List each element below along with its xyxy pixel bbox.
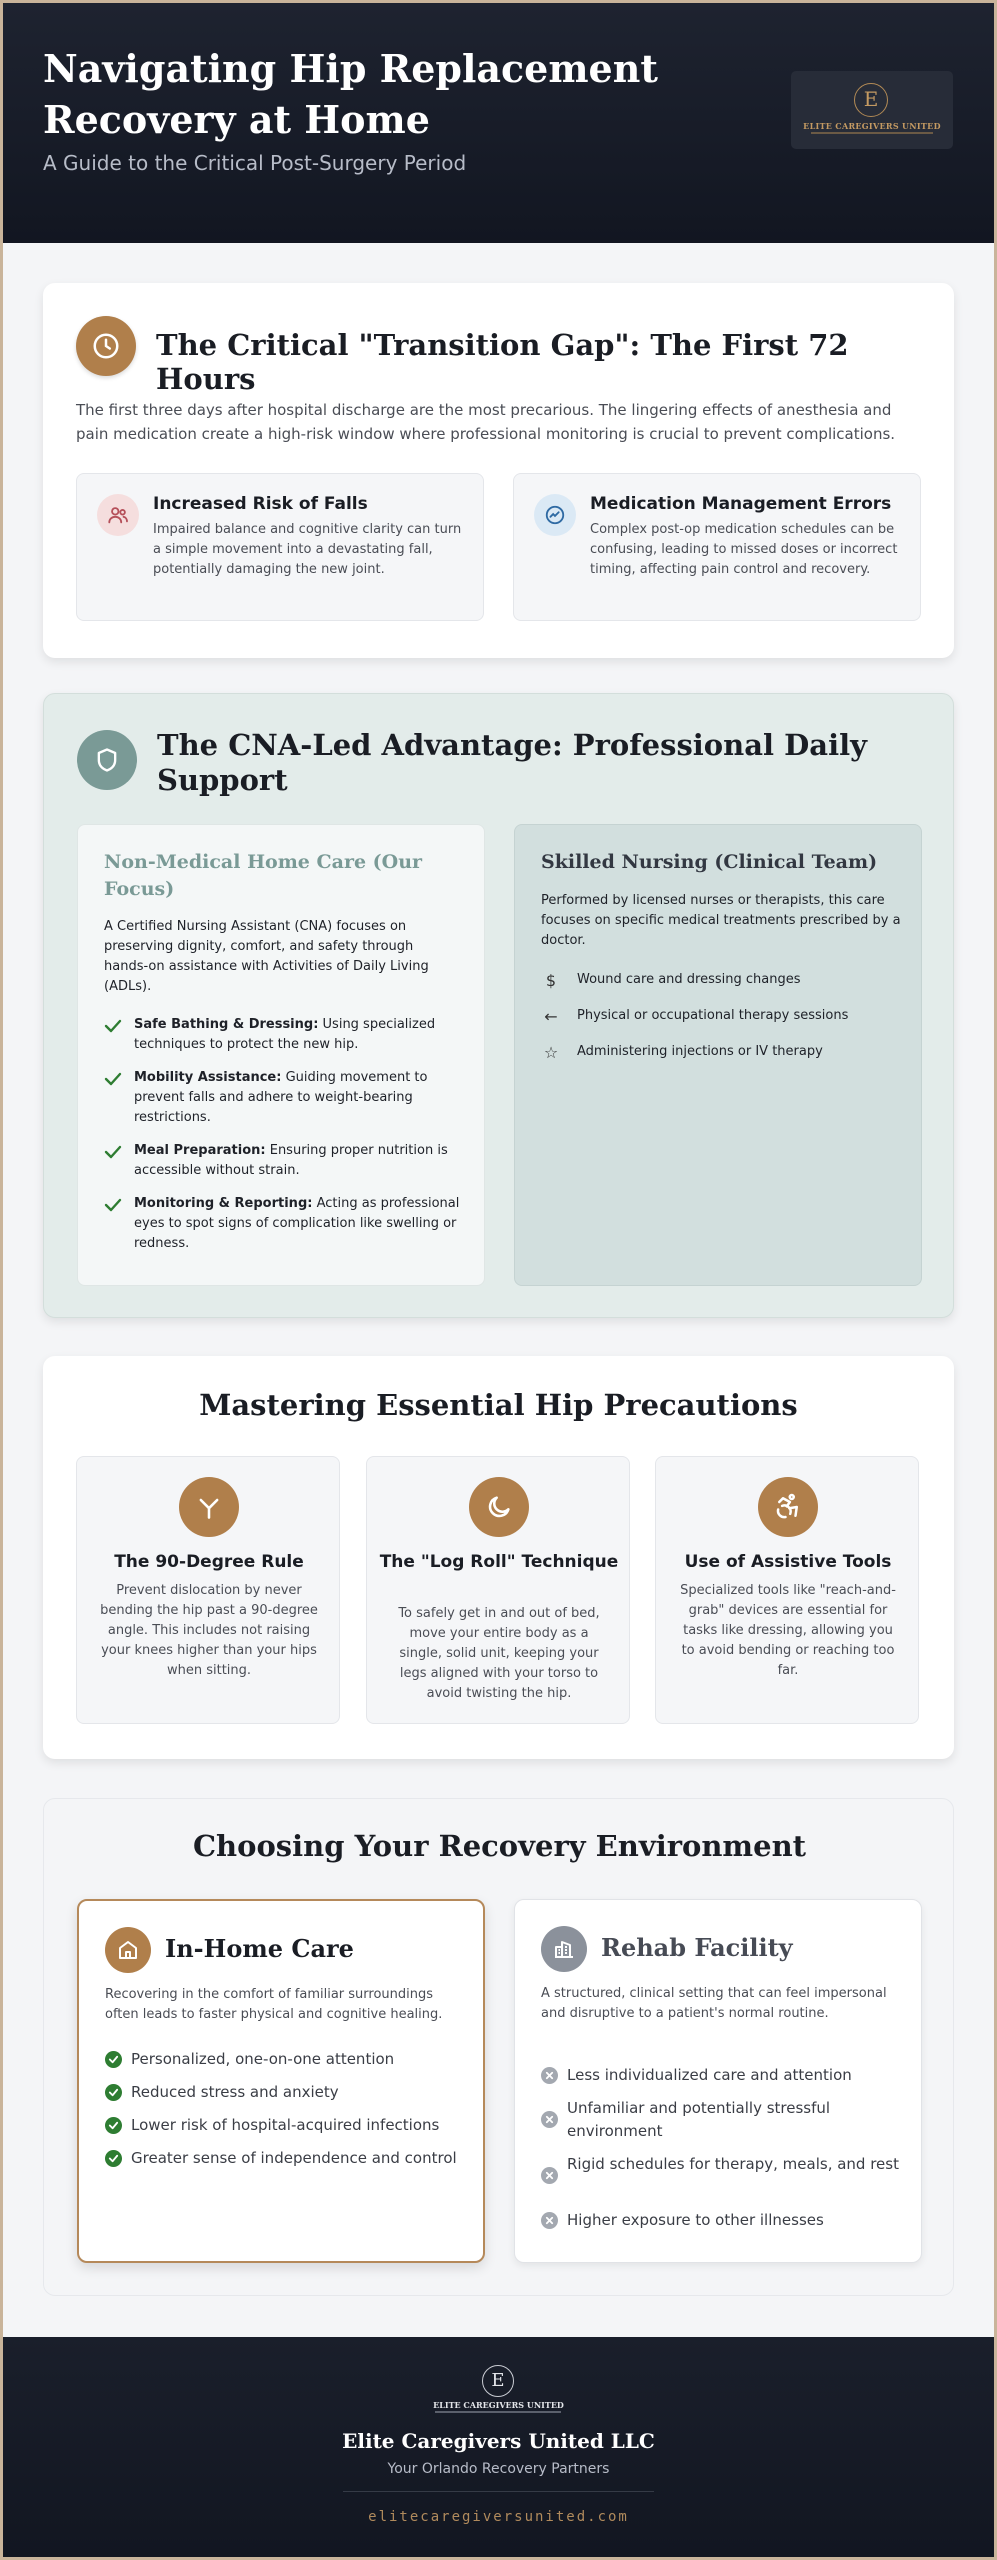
- rehab-facility-card: Rehab Facility A structured, clinical setting that can feel impersonal and disruptive to a patient's normal routine. Less individualized care and attention Unfamiliar and potentially stressful environment Rigid schedules for therapy, meals, and rest Higher exposure to other illnesses: [514, 1899, 922, 2263]
- x-circle-icon: [541, 2111, 558, 2128]
- moon-icon: [469, 1477, 529, 1537]
- building-icon: [541, 1926, 587, 1972]
- header: [3, 3, 994, 243]
- company-name: Elite Caregivers United LLC: [342, 2429, 655, 2453]
- infographic-page: [3, 3, 994, 2557]
- check-circle-icon: [105, 2051, 122, 2068]
- panel-title: Skilled Nursing (Clinical Team): [541, 851, 878, 873]
- panel-intro: Performed by licensed nurses or therapists, this care focuses on specific medical treatments prescribed by a doctor.: [541, 893, 901, 948]
- shield-icon: [77, 730, 137, 790]
- transition-gap-section: [43, 283, 954, 658]
- footer-logo-text: ELITE CAREGIVERS UNITED: [433, 2400, 564, 2410]
- list-item: ☆ Administering injections or IV therapy: [541, 1042, 901, 1064]
- card-title: In-Home Care: [165, 1934, 354, 1963]
- list-item: ← Physical or occupational therapy sessions: [541, 1006, 901, 1028]
- logo-text: ELITE CAREGIVERS UNITED: [803, 121, 941, 131]
- section-title: The Critical "Transition Gap": The First 72 Hours: [156, 328, 849, 396]
- branch-icon: [179, 1477, 239, 1537]
- arrow-left-icon: ←: [544, 1007, 558, 1026]
- logo-emblem-icon: E: [482, 2365, 514, 2397]
- x-circle-icon: [541, 2212, 558, 2229]
- check-circle-icon: [105, 2117, 122, 2134]
- panel-intro: A Certified Nursing Assistant (CNA) focuses on preserving dignity, comfort, and safety through hands-on assistance with Activities of Daily Living (ADLs).: [104, 919, 429, 994]
- check-icon: [104, 1198, 122, 1212]
- recovery-environment-section: [43, 1798, 954, 2296]
- section-body: The first three days after hospital discharge are the most precarious. The lingering effects of anesthesia and pain medication create a high-risk window where professional monitoring is crucial to prevent complications.: [76, 401, 896, 443]
- precaution-card: The "Log Roll" Technique To safely get in and out of bed, move your entire body as a single, solid unit, keeping your legs aligned with your torso to avoid twisting the hip.: [366, 1456, 630, 1724]
- risk-card-falls: [76, 473, 484, 621]
- check-circle-icon: [105, 2150, 122, 2167]
- risk-text: Impaired balance and cognitive clarity can turn a simple movement into a devastating fall, potentially damaging the new joint.: [153, 522, 462, 577]
- hip-precautions-section: [43, 1356, 954, 1759]
- users-icon: [97, 494, 139, 536]
- check-circle-icon: [105, 2084, 122, 2101]
- page-title: Navigating Hip Replacement Recovery at Home: [43, 46, 658, 142]
- home-icon: [105, 1927, 151, 1973]
- section-title: The CNA-Led Advantage: Professional Daily Support: [157, 728, 867, 797]
- x-circle-icon: [541, 2067, 558, 2084]
- cna-advantage-section: [43, 693, 954, 1318]
- page-subtitle: A Guide to the Critical Post-Surgery Period: [43, 151, 467, 175]
- check-icon: [104, 1145, 122, 1159]
- gauge-icon: [534, 494, 576, 536]
- check-icon: [104, 1019, 122, 1033]
- company-tagline: Your Orlando Recovery Partners: [387, 2461, 610, 2477]
- star-icon: ☆: [543, 1043, 559, 1062]
- logo-tagline-bar: [811, 132, 933, 134]
- footer-logo-tagline-bar: [435, 2411, 561, 2413]
- non-medical-care-panel: Non-Medical Home Care (Our Focus) A Certified Nursing Assistant (CNA) focuses on preserving dignity, comfort, and safety through hands-on assistance with Activities of Daily Living (ADLs). Safe Bathing & Dressing: Using specialized techniques to protect the new hip. Mobility Assistance: Guiding movement to prevent falls and adhere to weight-bearing restrictions. Meal Preparation: Ensuring proper nutrition is accessible without strain. Monitoring & Reporting: Acting as professional eyes to spot signs of complication like swelling or redness.: [77, 824, 485, 1286]
- list-item: $ Wound care and dressing changes: [541, 970, 901, 992]
- footer-divider: [343, 2491, 654, 2492]
- risk-text: Complex post-op medication schedules can be confusing, leading to missed doses or incorrect timing, affecting pain control and recovery.: [590, 522, 898, 577]
- dollar-icon: $: [545, 971, 557, 990]
- card-text: Recovering in the comfort of familiar surroundings often leads to faster physical and cognitive healing.: [105, 1987, 443, 2022]
- risk-card-medication: [513, 473, 921, 621]
- risk-title: Medication Management Errors: [590, 494, 892, 514]
- check-icon: [104, 1072, 122, 1086]
- x-circle-icon: [541, 2167, 558, 2184]
- brand-logo: [791, 71, 953, 149]
- card-text: A structured, clinical setting that can feel impersonal and disruptive to a patient's normal routine.: [541, 1986, 887, 2021]
- risk-title: Increased Risk of Falls: [153, 494, 368, 514]
- skilled-nursing-panel: [514, 824, 922, 1286]
- panel-title: Non-Medical Home Care (Our Focus): [104, 851, 423, 900]
- in-home-care-card: In-Home Care Recovering in the comfort of familiar surroundings often leads to faster physical and cognitive healing. Personalized, one-on-one attention Reduced stress and anxiety Lower risk of hospital-acquired infections Greater sense of independence and control: [77, 1899, 485, 2263]
- precaution-card: Use of Assistive Tools Specialized tools like "reach-and-grab" devices are essential for tasks like dressing, allowing you to avoid bending or reaching too far.: [655, 1456, 919, 1724]
- section-title: Choosing Your Recovery Environment: [192, 1829, 807, 1863]
- website-link[interactable]: elitecaregiversunited.com: [368, 2509, 629, 2525]
- clock-icon: [76, 316, 136, 376]
- footer: [3, 2337, 994, 2557]
- logo-emblem-icon: E: [854, 83, 888, 117]
- section-title: Mastering Essential Hip Precautions: [199, 1388, 798, 1422]
- accessibility-icon: [758, 1477, 818, 1537]
- card-title: Rehab Facility: [601, 1933, 793, 1962]
- precaution-card: The 90-Degree Rule Prevent dislocation by never bending the hip past a 90-degree angle. This includes not raising your knees higher than your hips when sitting.: [76, 1456, 340, 1724]
